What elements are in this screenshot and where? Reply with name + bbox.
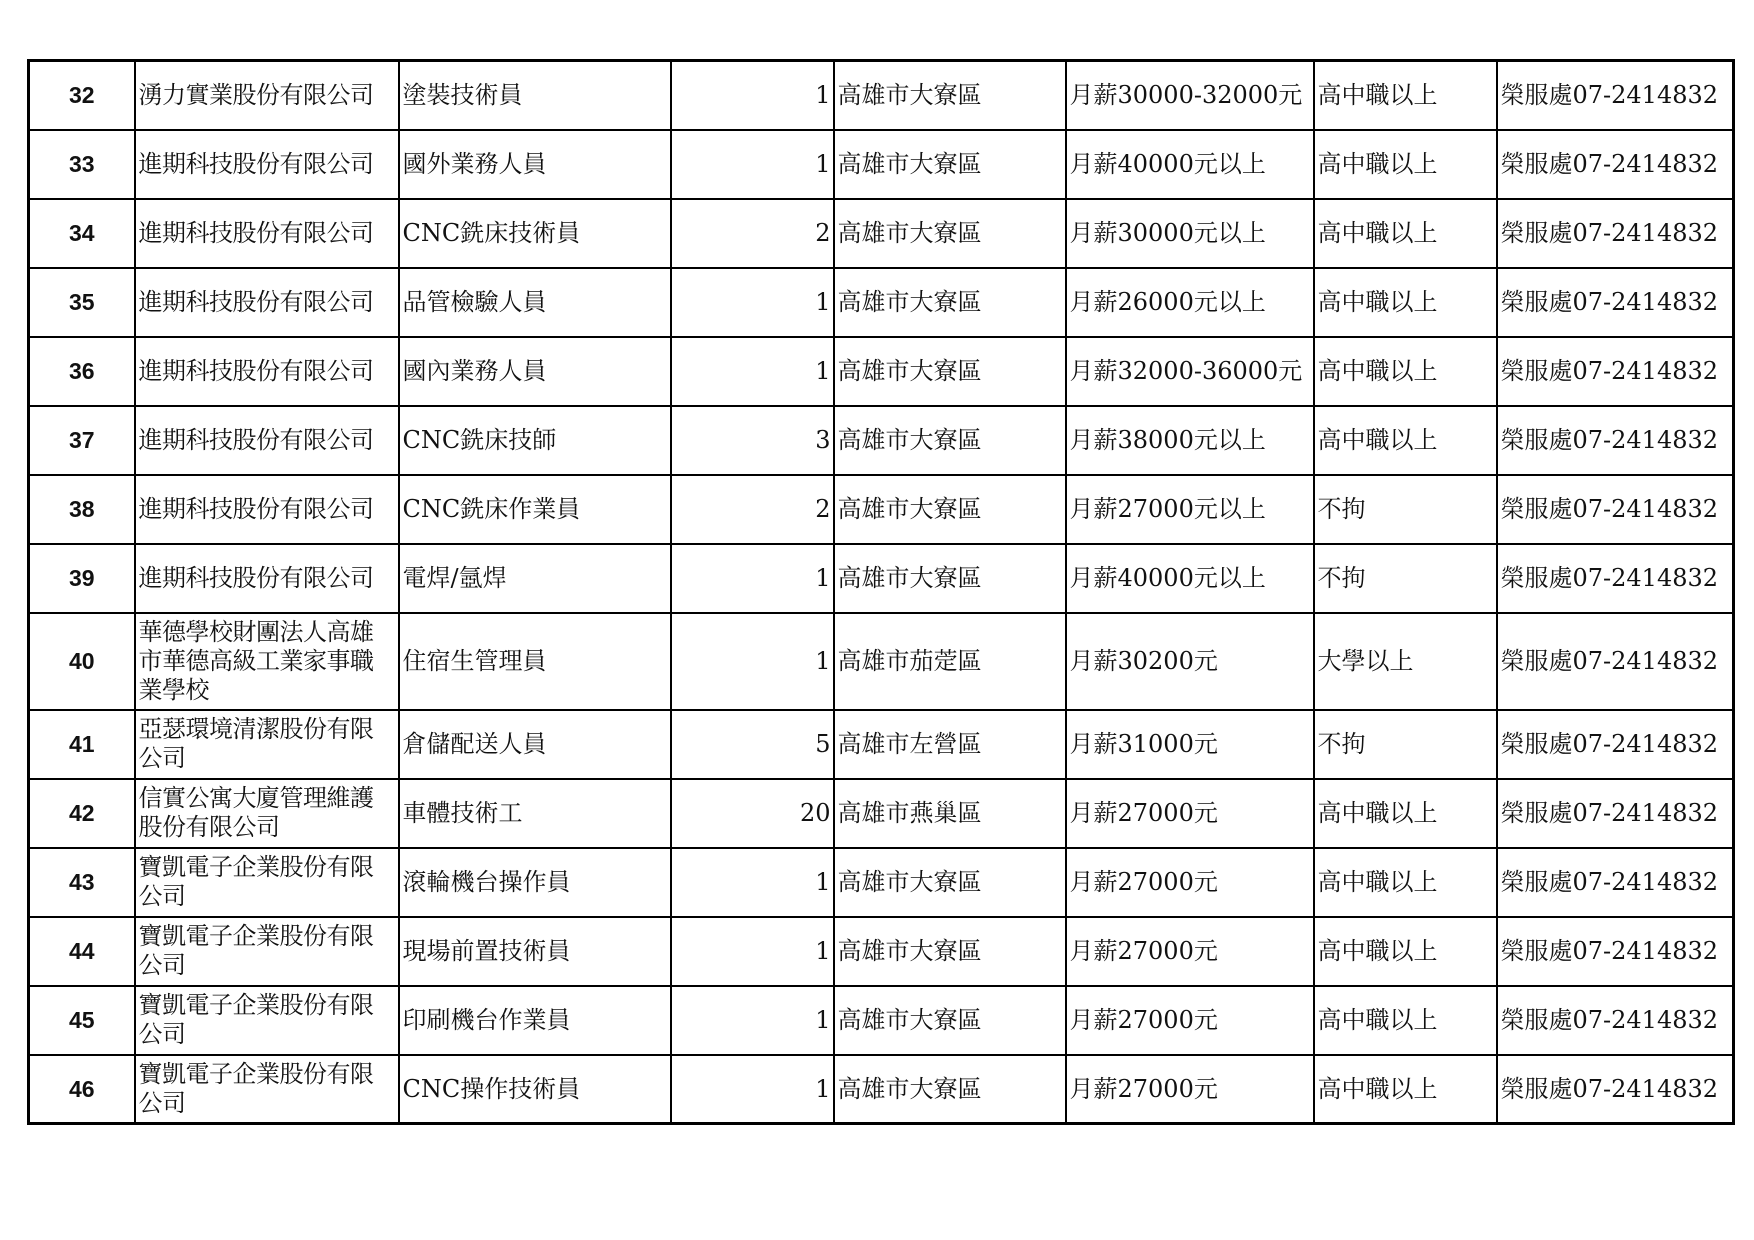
row-number: 42 — [29, 779, 135, 848]
education-requirement: 高中職以上 — [1314, 779, 1497, 848]
row-number: 34 — [29, 199, 135, 268]
contact-info: 榮服處07-2414832 — [1497, 406, 1734, 475]
row-number: 33 — [29, 130, 135, 199]
contact-info: 榮服處07-2414832 — [1497, 61, 1734, 130]
table-row — [29, 475, 1734, 544]
work-area: 高雄市大寮區 — [834, 475, 1066, 544]
salary: 月薪30000元以上 — [1066, 199, 1314, 268]
row-number: 44 — [29, 917, 135, 986]
opening-count: 1 — [671, 268, 834, 337]
company-name: 進期科技股份有限公司 — [135, 268, 399, 337]
row-number: 40 — [29, 613, 135, 710]
contact-info: 榮服處07-2414832 — [1497, 475, 1734, 544]
education-requirement: 高中職以上 — [1314, 917, 1497, 986]
company-name: 進期科技股份有限公司 — [135, 199, 399, 268]
row-number: 43 — [29, 848, 135, 917]
table-row — [29, 199, 1734, 268]
opening-count: 1 — [671, 1055, 834, 1124]
education-requirement: 高中職以上 — [1314, 986, 1497, 1055]
table-row — [29, 268, 1734, 337]
table-row — [29, 613, 1734, 710]
education-requirement: 高中職以上 — [1314, 848, 1497, 917]
salary: 月薪27000元 — [1066, 986, 1314, 1055]
education-requirement: 不拘 — [1314, 710, 1497, 779]
company-name: 進期科技股份有限公司 — [135, 406, 399, 475]
opening-count: 3 — [671, 406, 834, 475]
company-name: 寶凱電子企業股份有限公司 — [135, 848, 399, 917]
work-area: 高雄市茄萣區 — [834, 613, 1066, 710]
work-area: 高雄市大寮區 — [834, 544, 1066, 613]
job-title: CNC銑床技術員 — [399, 199, 671, 268]
job-title: 倉儲配送人員 — [399, 710, 671, 779]
contact-info: 榮服處07-2414832 — [1497, 268, 1734, 337]
salary: 月薪38000元以上 — [1066, 406, 1314, 475]
job-title: 住宿生管理員 — [399, 613, 671, 710]
job-title: 塗裝技術員 — [399, 61, 671, 130]
table-row — [29, 710, 1734, 779]
opening-count: 1 — [671, 917, 834, 986]
salary: 月薪27000元 — [1066, 1055, 1314, 1124]
table-row — [29, 337, 1734, 406]
table-row — [29, 986, 1734, 1055]
work-area: 高雄市大寮區 — [834, 848, 1066, 917]
opening-count: 1 — [671, 337, 834, 406]
row-number: 46 — [29, 1055, 135, 1124]
company-name: 亞瑟環境清潔股份有限公司 — [135, 710, 399, 779]
job-title: 國外業務人員 — [399, 130, 671, 199]
job-title: 現場前置技術員 — [399, 917, 671, 986]
education-requirement: 高中職以上 — [1314, 337, 1497, 406]
job-title: 車體技術工 — [399, 779, 671, 848]
opening-count: 1 — [671, 61, 834, 130]
work-area: 高雄市大寮區 — [834, 130, 1066, 199]
company-name: 進期科技股份有限公司 — [135, 130, 399, 199]
opening-count: 1 — [671, 986, 834, 1055]
row-number: 39 — [29, 544, 135, 613]
contact-info: 榮服處07-2414832 — [1497, 986, 1734, 1055]
table-row — [29, 917, 1734, 986]
salary: 月薪40000元以上 — [1066, 544, 1314, 613]
education-requirement: 高中職以上 — [1314, 130, 1497, 199]
contact-info: 榮服處07-2414832 — [1497, 544, 1734, 613]
salary: 月薪27000元 — [1066, 848, 1314, 917]
salary: 月薪26000元以上 — [1066, 268, 1314, 337]
salary: 月薪27000元 — [1066, 917, 1314, 986]
job-title: CNC操作技術員 — [399, 1055, 671, 1124]
work-area: 高雄市大寮區 — [834, 199, 1066, 268]
company-name: 寶凱電子企業股份有限公司 — [135, 1055, 399, 1124]
job-title: 電焊/氬焊 — [399, 544, 671, 613]
education-requirement: 高中職以上 — [1314, 61, 1497, 130]
table-row — [29, 406, 1734, 475]
row-number: 35 — [29, 268, 135, 337]
row-number: 45 — [29, 986, 135, 1055]
contact-info: 榮服處07-2414832 — [1497, 199, 1734, 268]
job-title: CNC銑床作業員 — [399, 475, 671, 544]
education-requirement: 高中職以上 — [1314, 1055, 1497, 1124]
company-name: 寶凱電子企業股份有限公司 — [135, 917, 399, 986]
education-requirement: 大學以上 — [1314, 613, 1497, 710]
company-name: 進期科技股份有限公司 — [135, 337, 399, 406]
job-title: 印刷機台作業員 — [399, 986, 671, 1055]
work-area: 高雄市大寮區 — [834, 1055, 1066, 1124]
salary: 月薪31000元 — [1066, 710, 1314, 779]
table-row — [29, 1055, 1734, 1124]
education-requirement: 高中職以上 — [1314, 268, 1497, 337]
row-number: 36 — [29, 337, 135, 406]
company-name: 寶凱電子企業股份有限公司 — [135, 986, 399, 1055]
row-number: 41 — [29, 710, 135, 779]
salary: 月薪27000元 — [1066, 779, 1314, 848]
table-row — [29, 130, 1734, 199]
job-title: 國內業務人員 — [399, 337, 671, 406]
row-number: 32 — [29, 61, 135, 130]
contact-info: 榮服處07-2414832 — [1497, 917, 1734, 986]
work-area: 高雄市大寮區 — [834, 917, 1066, 986]
company-name: 湧力實業股份有限公司 — [135, 61, 399, 130]
work-area: 高雄市大寮區 — [834, 406, 1066, 475]
job-listing-table — [27, 59, 1735, 1125]
contact-info: 榮服處07-2414832 — [1497, 130, 1734, 199]
contact-info: 榮服處07-2414832 — [1497, 1055, 1734, 1124]
salary: 月薪30000-32000元 — [1066, 61, 1314, 130]
education-requirement: 不拘 — [1314, 544, 1497, 613]
opening-count: 1 — [671, 848, 834, 917]
row-number: 38 — [29, 475, 135, 544]
opening-count: 2 — [671, 199, 834, 268]
education-requirement: 不拘 — [1314, 475, 1497, 544]
opening-count: 5 — [671, 710, 834, 779]
table-row — [29, 779, 1734, 848]
salary: 月薪30200元 — [1066, 613, 1314, 710]
company-name: 華德學校財團法人高雄市華德高級工業家事職業學校 — [135, 613, 399, 710]
contact-info: 榮服處07-2414832 — [1497, 779, 1734, 848]
contact-info: 榮服處07-2414832 — [1497, 710, 1734, 779]
work-area: 高雄市燕巢區 — [834, 779, 1066, 848]
opening-count: 1 — [671, 130, 834, 199]
opening-count: 2 — [671, 475, 834, 544]
salary: 月薪27000元以上 — [1066, 475, 1314, 544]
opening-count: 1 — [671, 613, 834, 710]
company-name: 進期科技股份有限公司 — [135, 475, 399, 544]
education-requirement: 高中職以上 — [1314, 199, 1497, 268]
work-area: 高雄市大寮區 — [834, 337, 1066, 406]
work-area: 高雄市大寮區 — [834, 268, 1066, 337]
contact-info: 榮服處07-2414832 — [1497, 848, 1734, 917]
work-area: 高雄市左營區 — [834, 710, 1066, 779]
job-title: 滾輪機台操作員 — [399, 848, 671, 917]
work-area: 高雄市大寮區 — [834, 986, 1066, 1055]
work-area: 高雄市大寮區 — [834, 61, 1066, 130]
education-requirement: 高中職以上 — [1314, 406, 1497, 475]
table-row — [29, 544, 1734, 613]
company-name: 信實公寓大廈管理維護股份有限公司 — [135, 779, 399, 848]
opening-count: 1 — [671, 544, 834, 613]
row-number: 37 — [29, 406, 135, 475]
contact-info: 榮服處07-2414832 — [1497, 337, 1734, 406]
job-title: CNC銑床技師 — [399, 406, 671, 475]
salary: 月薪40000元以上 — [1066, 130, 1314, 199]
opening-count: 20 — [671, 779, 834, 848]
table-row — [29, 848, 1734, 917]
company-name: 進期科技股份有限公司 — [135, 544, 399, 613]
job-title: 品管檢驗人員 — [399, 268, 671, 337]
table-row — [29, 61, 1734, 130]
salary: 月薪32000-36000元 — [1066, 337, 1314, 406]
contact-info: 榮服處07-2414832 — [1497, 613, 1734, 710]
